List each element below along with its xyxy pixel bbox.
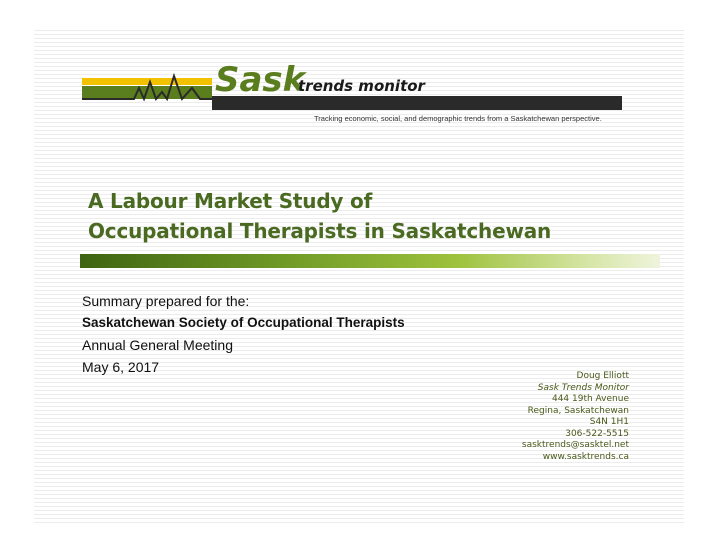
logo-word: Sask (215, 60, 306, 100)
summary-organization: Saskatchewan Society of Occupational Therapists (82, 315, 405, 330)
summary-block (82, 290, 405, 378)
title-line-2: Occupational Therapists in Saskatchewan (88, 219, 552, 243)
logo-suffix: trends monitor (298, 77, 425, 95)
contact-email[interactable]: sasktrends@sasktel.net (521, 440, 629, 450)
contact-name: Doug Elliott (576, 371, 629, 381)
gradient-divider (80, 254, 660, 268)
summary-date: May 6, 2017 (82, 359, 160, 375)
title-line-1: A Labour Market Study of (88, 189, 373, 213)
page-title (88, 186, 551, 246)
contact-city: Regina, Saskatchewan (527, 405, 629, 416)
logo-tagline: Tracking economic, social, and demographic trends from a Saskatchewan perspective. (314, 114, 602, 123)
summary-event: Annual General Meeting (82, 337, 233, 353)
contact-org: Sask Trends Monitor (537, 382, 629, 393)
contact-phone: 306-522-5515 (565, 428, 629, 439)
contact-street: 444 19th Avenue (551, 394, 629, 404)
contact-website[interactable]: www.sasktrends.ca (542, 451, 629, 462)
summary-intro: Summary prepared for the: (82, 293, 250, 309)
contact-postal: S4N 1H1 (589, 417, 629, 427)
contact-block (522, 371, 629, 463)
